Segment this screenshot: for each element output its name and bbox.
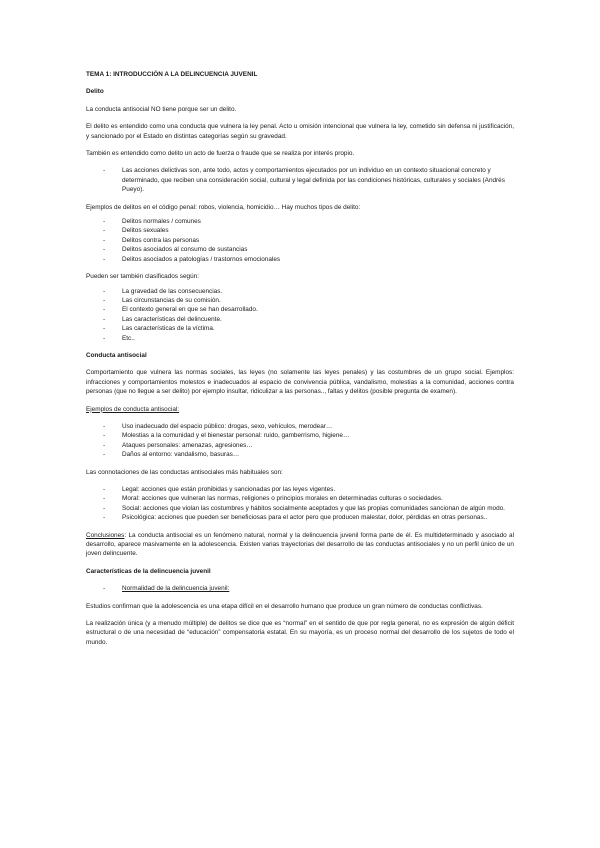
antisocial-connotations-list	[86, 485, 514, 523]
list-item: - Delitos contra las personas	[86, 236, 514, 245]
antisocial-p1: Comportamiento que vulnera las normas sociales, las leyes (no solamente las leyes penales) y las costumbres de un grupo social. Ejemplos: infracciones y comportamientos molestos e inadecuados al espacio de convivencia pública, vandalismo, molestias a la comunidad, acciones contra personas (que no llegue a ser delito) por ejemplo insultar, ridiculizar a las personas.., faltas y delitos (posible pregunta de examen).	[86, 369, 514, 396]
list-item: - La gravedad de las consecuencias.	[86, 287, 514, 296]
delito-heading: Delito	[86, 88, 104, 96]
delito-p2: El delito es entendido como una conducta que vulnera la ley penal. Acto u omisión intencional que vulnera la ley, cometido sin defensa ni justificación, y sancionado por el Estado en distintas categorías según su gravedad.	[86, 123, 514, 140]
list-item: - Molestias a la comunidad y el bienestar personal: ruido, gamberrismo, higiene…	[86, 431, 514, 440]
delito-definition-list	[86, 166, 514, 194]
list-item: - Las características del delincuente.	[86, 315, 514, 324]
list-item: - Delitos asociados al consumo de sustancias	[86, 245, 514, 254]
list-item: - Etc..	[86, 334, 514, 343]
antisocial-examples-heading: Ejemplos de conducta antisocial:	[86, 405, 180, 413]
list-item: - Las acciones delictivas son, ante todo, actos y comportamientos ejecutados por un individuo en un contexto situacional concreto y determinado, que reciben una consideración social, cultural y legal definida por las condiciones históricas, culturales y sociales (Andrés Pueyo).	[86, 166, 514, 194]
list-item	[86, 584, 514, 593]
conclusions-text: : La conducta antisocial es un fenómeno natural, normal y la delincuencia juvenil forma parte de él. Es multideterminado y asociado al desarrollo, aparece masivamente en la adolescencia. Existen varias trayectorias del desarrollo de las conductas antisociales y no un perfil único de un joven delincuente.	[86, 531, 514, 558]
antisocial-heading: Conducta antisocial	[86, 351, 147, 359]
antisocial-conclusions	[86, 531, 514, 559]
caracteristicas-heading: Características de la delincuencia juvenil	[86, 567, 211, 575]
caracteristicas-p1: Estudios confirman que la adolescencia es una etapa difícil en el desarrollo humano que produce un gran número de conductas conflictivas.	[86, 602, 483, 610]
delito-types-list	[86, 217, 514, 264]
caracteristicas-list	[86, 584, 514, 593]
list-item: - Social: acciones que violan las costumbres y hábitos socialmente aceptados y que las propias comunidades sancionan de algún modo.	[86, 504, 514, 513]
document-title: TEMA 1: INTRODUCCIÓN A LA DELINCUENCIA JUVENIL	[86, 71, 258, 78]
delito-criteria-list	[86, 287, 514, 343]
list-item: - Uso inadecuado del espacio público: drogas, sexo, vehículos, merodear…	[86, 422, 514, 431]
list-item: - Las características de la víctima.	[86, 324, 514, 333]
conclusions-label: Conclusiones	[86, 531, 125, 539]
list-item: - Las circunstancias de su comisión.	[86, 296, 514, 305]
list-item: - Delitos asociados a patologías / trastornos emocionales	[86, 255, 514, 264]
caracteristicas-p2: La realización única (y a menudo múltiple) de delitos se dice que es “normal” en el sentido de que por regla general, no es expresión de algún déficit estructural o de una necesidad de “educación” compensatoria estatal. En su mayoría, es un proceso normal del desarrollo de los sujetos de todo el mundo.	[86, 620, 514, 646]
caracteristicas-item: Normalidad de la delincuencia juvenil:	[122, 585, 230, 593]
list-item: - Daños al entorno: vandalismo, basuras…	[86, 450, 514, 459]
list-item: - Legal: acciones que están prohibidas y sancionadas por las leyes vigentes.	[86, 485, 514, 494]
list-item: - Ataques personales: amenazas, agresiones…	[86, 441, 514, 450]
antisocial-connotations-intro: Las connotaciones de las conductas antisociales más habituales son:	[86, 468, 283, 476]
delito-p3: También es entendido como delito un acto de fuerza o fraude que se realiza por interés propio.	[86, 150, 355, 158]
list-item: - Moral: acciones que vulneran las normas, religiones o principios morales en determinadas culturas o sociedades.	[86, 494, 514, 503]
antisocial-examples-list	[86, 422, 514, 460]
delito-examples-intro: Ejemplos de delitos en el código penal: robos, violencia, homicidio… Hay muchos tipos de delito:	[86, 203, 361, 211]
document-page	[86, 70, 514, 647]
list-item: - El contexto general en que se han desarrollado.	[86, 305, 514, 314]
delito-classify-intro: Pueden ser también clasificados según:	[86, 273, 199, 281]
list-item: - Delitos normales / comunes	[86, 217, 514, 226]
delito-p1: La conducta antisocial NO tiene porque ser un delito.	[86, 105, 237, 113]
list-item: - Psicológica: acciones que pueden ser beneficiosas para el actor pero que producen malestar, dolor, pérdidas en otras personas..	[86, 513, 514, 522]
list-item: - Delitos sexuales	[86, 226, 514, 235]
